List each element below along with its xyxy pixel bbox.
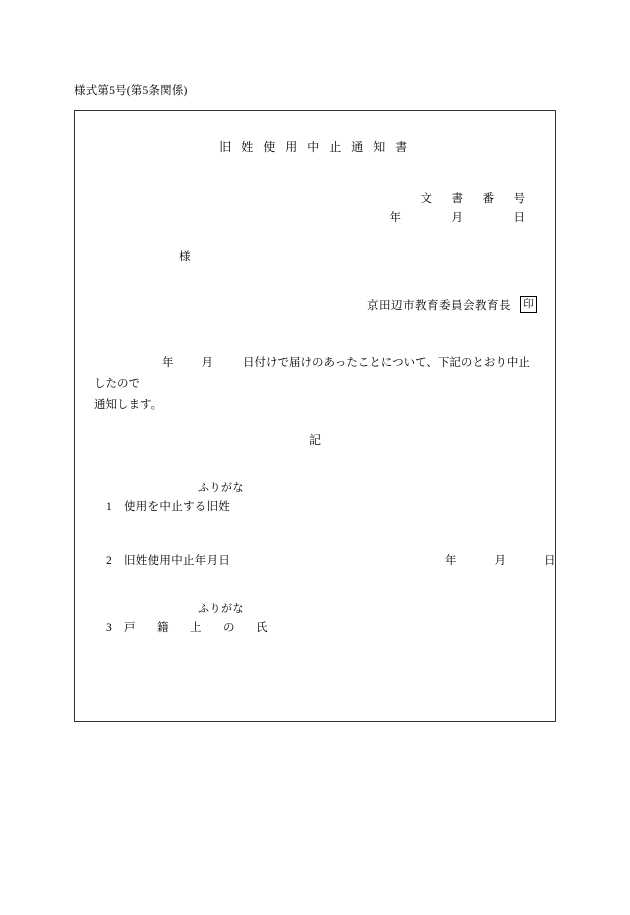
seal-icon: 印 <box>520 296 537 313</box>
addressee-field: 様 <box>179 251 191 263</box>
item-date-year: 年 <box>445 555 457 567</box>
item-label: 使用を中止する旧姓 <box>124 501 231 513</box>
body-text <box>94 353 536 416</box>
item-line <box>94 498 536 514</box>
item-number: 1 <box>106 501 112 513</box>
body-date-month: 月 <box>201 357 213 369</box>
document-date-field: 年 月 日 <box>389 212 529 224</box>
issuer-name: 京田辺市教育委員会教育長 <box>367 299 511 312</box>
form-number-label: 様式第5号(第5条関係) <box>74 85 188 97</box>
item-number: 3 <box>106 622 112 634</box>
list-item <box>94 552 556 568</box>
item-label: 戸 籍 上 の 氏 <box>124 622 273 634</box>
body-date-year: 年 <box>162 357 174 369</box>
item-date-fields <box>445 552 556 568</box>
item-label: 旧姓使用中止年月日 <box>124 555 231 567</box>
body-line-2: 通知します。 <box>94 399 163 411</box>
issuer-row <box>367 296 537 313</box>
furigana-label: ふりがな <box>198 603 244 615</box>
document-number-field: 文 書 番 号 <box>420 193 529 205</box>
item-date-month: 月 <box>494 555 506 567</box>
item-date-day: 日 <box>544 555 556 567</box>
ki-heading: 記 <box>308 433 321 447</box>
document-title: 旧 姓 使 用 中 止 通 知 書 <box>219 140 411 154</box>
body-date-rest: 日付けで届けのあったことについて、下記のとおり中止したので <box>94 357 530 390</box>
furigana-label: ふりがな <box>198 482 244 494</box>
list-item <box>94 479 536 514</box>
item-line <box>94 619 536 635</box>
list-item <box>94 600 536 635</box>
item-number: 2 <box>106 555 112 567</box>
form-frame <box>74 110 556 722</box>
